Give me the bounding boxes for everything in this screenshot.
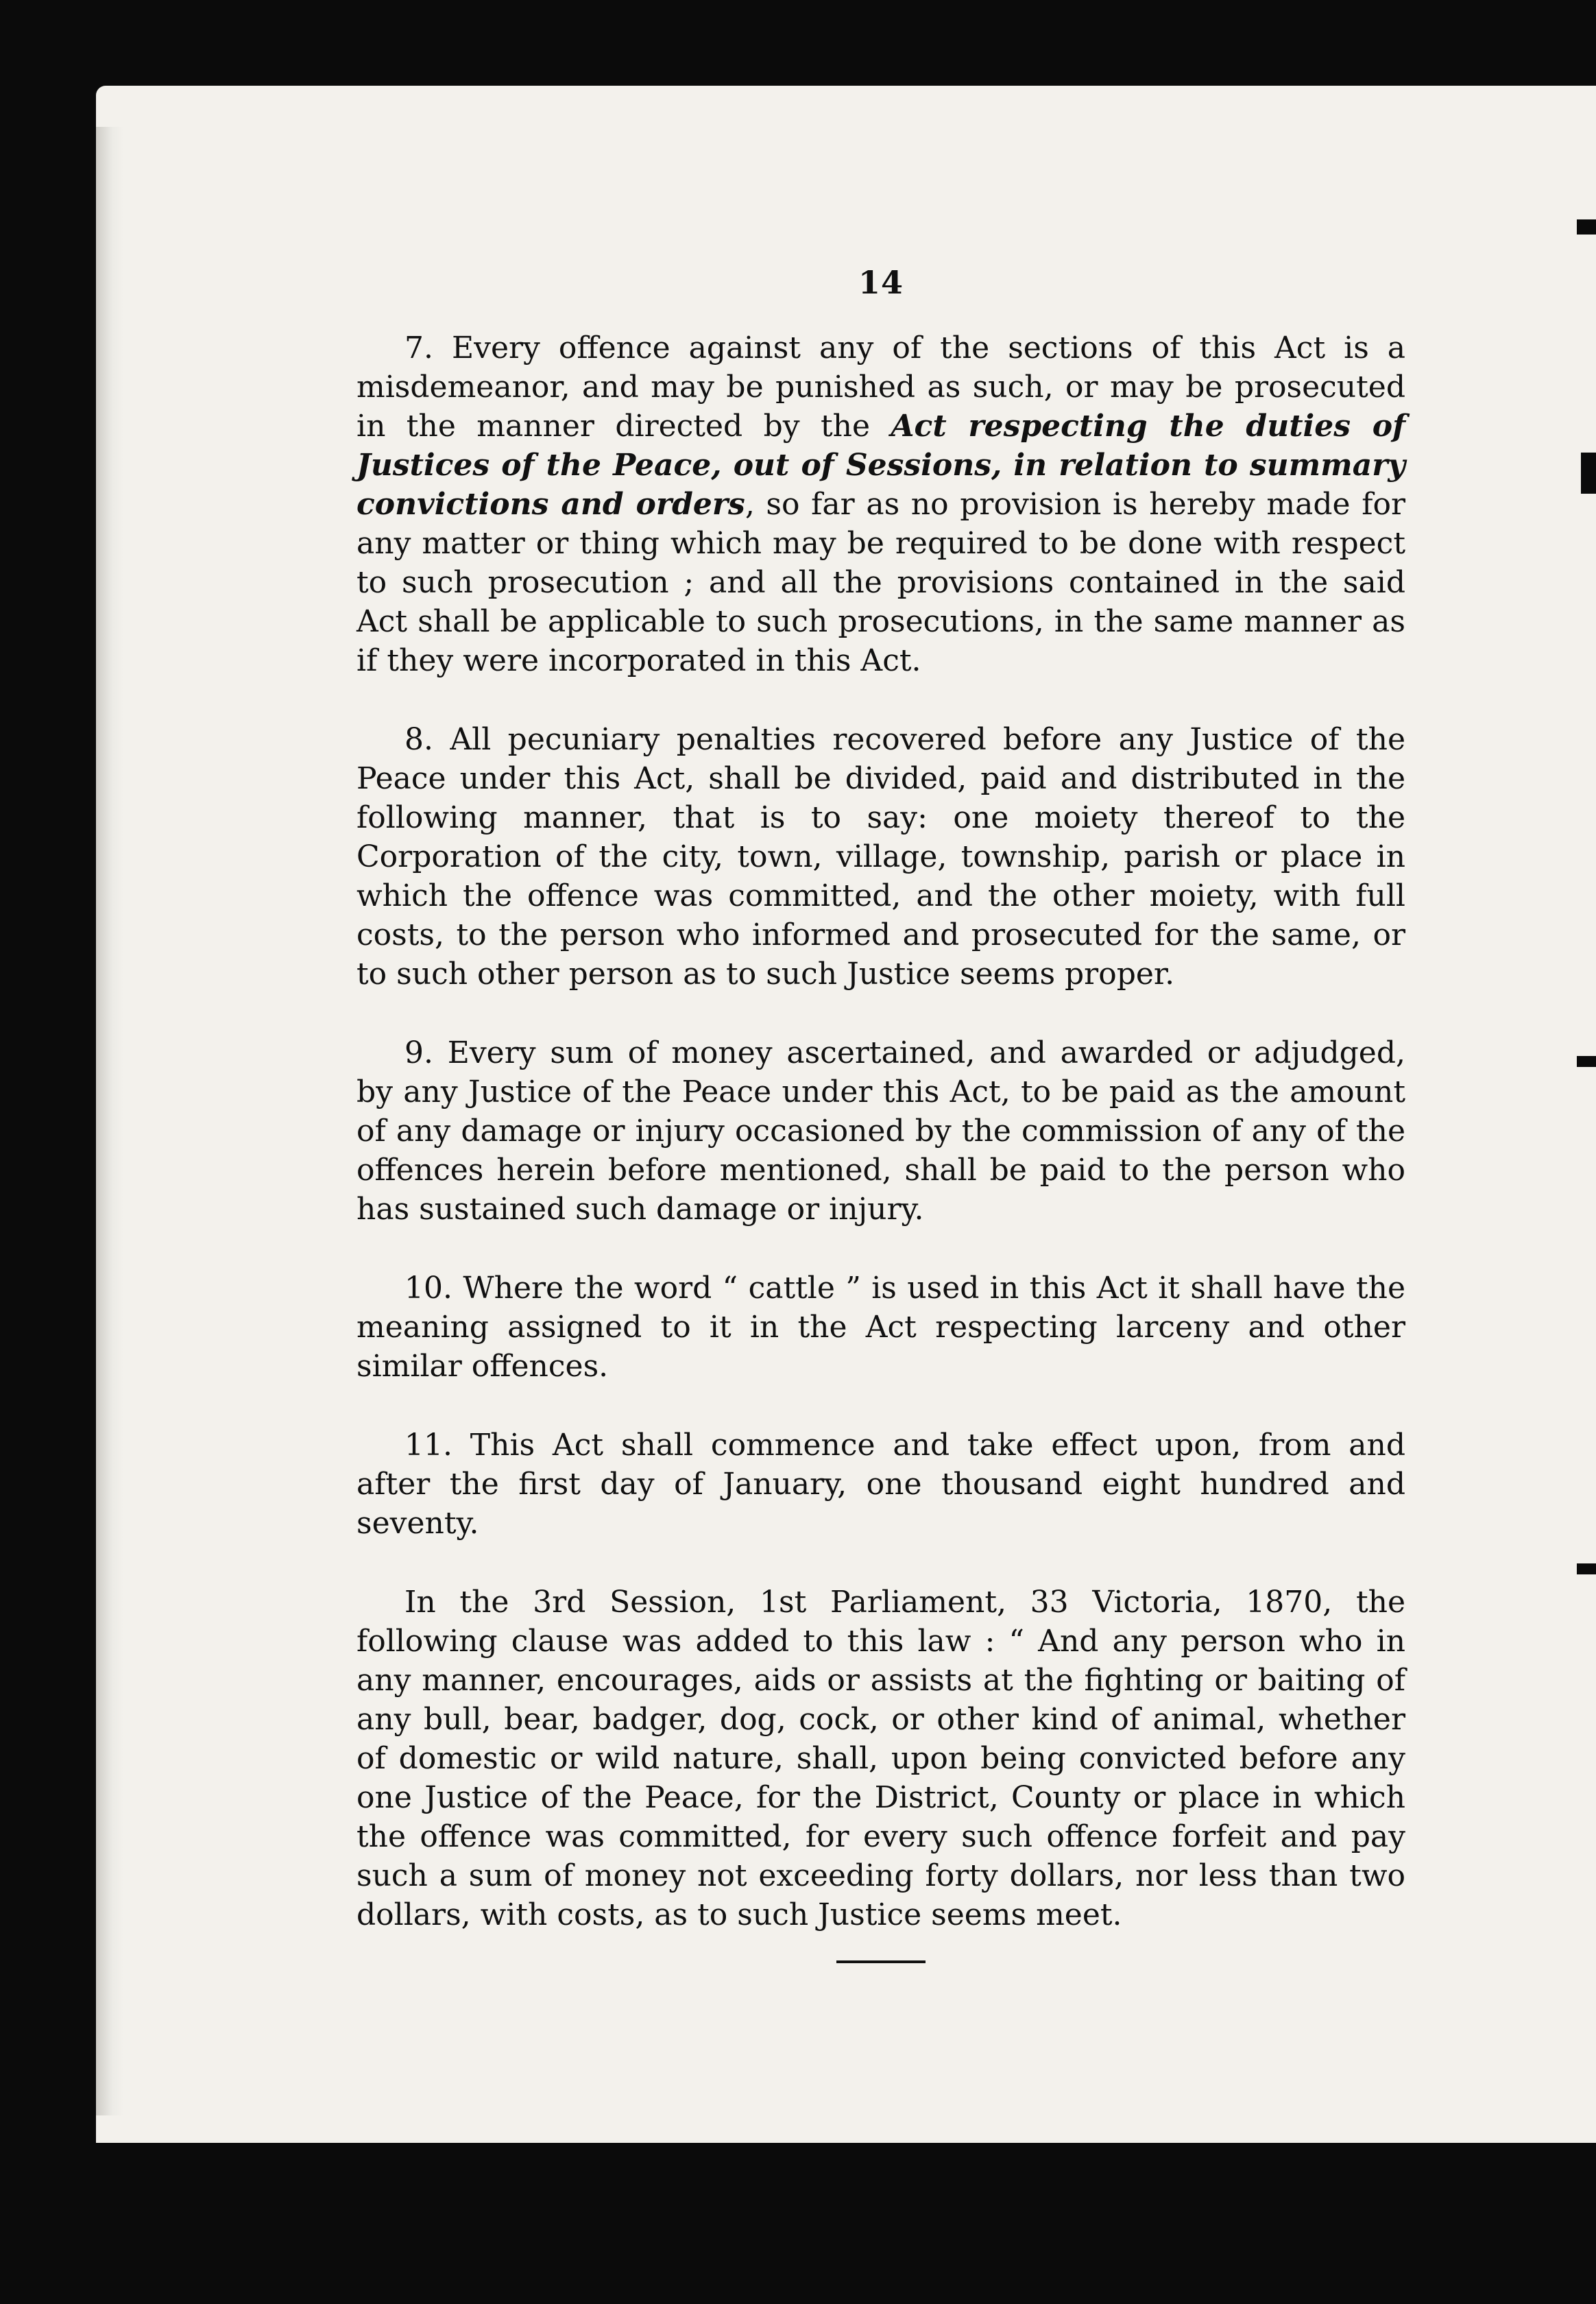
section-11: 11. This Act shall commence and take effect upon, from and after the first day of January, one thousand eight hundred and seventy.: [356, 1428, 1405, 1541]
document-page: [96, 86, 1596, 2143]
section-7: [356, 328, 1405, 680]
section-10: 10. Where the word “ cattle ” is used in this Act it shall have the meaning assigned to it in the Act respecting larceny and other similar offences.: [356, 1271, 1405, 1384]
binding-mark: [1577, 1563, 1596, 1574]
page-content: [356, 264, 1405, 1963]
binding-mark: [1581, 453, 1596, 494]
section-8: 8. All pecuniary penalties recovered before any Justice of the Peace under this Act, shall be divided, paid and distributed in the following manner, that is to say: one moiety thereof to the Corporation of the city, town, village, township, parish or place in which the offence was committed, and the other moiety, with full costs, to the person who informed and prosecuted for the same, or to such other person as to such Justice seems proper.: [356, 722, 1405, 992]
page-number: 14: [858, 264, 904, 301]
amendment-note: In the 3rd Session, 1st Parliament, 33 Victoria, 1870, the following clause was added to this law : “ And any person who in any manner, encourages, aids or assists at the fighting or baiting of any bull, bear, badger, dog, cock, or other kind of animal, whether of domestic or wild nature, shall, upon being convicted before any one Justice of the Peace, for the District, County or place in which the offence was committed, for every such offence forfeit and pay such a sum of money not exceeding forty dollars, nor less than two dollars, with costs, as to such Justice seems meet.: [356, 1585, 1405, 1932]
binding-mark: [1577, 219, 1596, 235]
closing-rule: [836, 1960, 926, 1963]
section-7-act-title: Act respecting the duties of Justices of the Peace, out of Sessions, in relation to summary convictions and orders: [356, 409, 1405, 522]
binding-mark: [1577, 1056, 1596, 1067]
section-7-text: 7. Every offence against any of the sections of this Act is a misdemeanor, and may be punished as such, or may be prosecuted in the manner directed by the: [356, 331, 1405, 444]
section-7-text-cont: , so far as no provision is hereby made for any matter or thing which may be required to be done with respect to such prosecution ; and all the provisions contained in the said Act shall be applicable to such prosecutions, in the same manner as if they were incorporated in this Act.: [356, 487, 1405, 678]
page-edge-shadow: [96, 127, 123, 2115]
section-9: 9. Every sum of money ascertained, and awarded or adjudged, by any Justice of the Peace under this Act, to be paid as the amount of any damage or injury occasioned by the commission of any of the offences herein before mentioned, shall be paid to the person who has sustained such damage or injury.: [356, 1035, 1405, 1227]
